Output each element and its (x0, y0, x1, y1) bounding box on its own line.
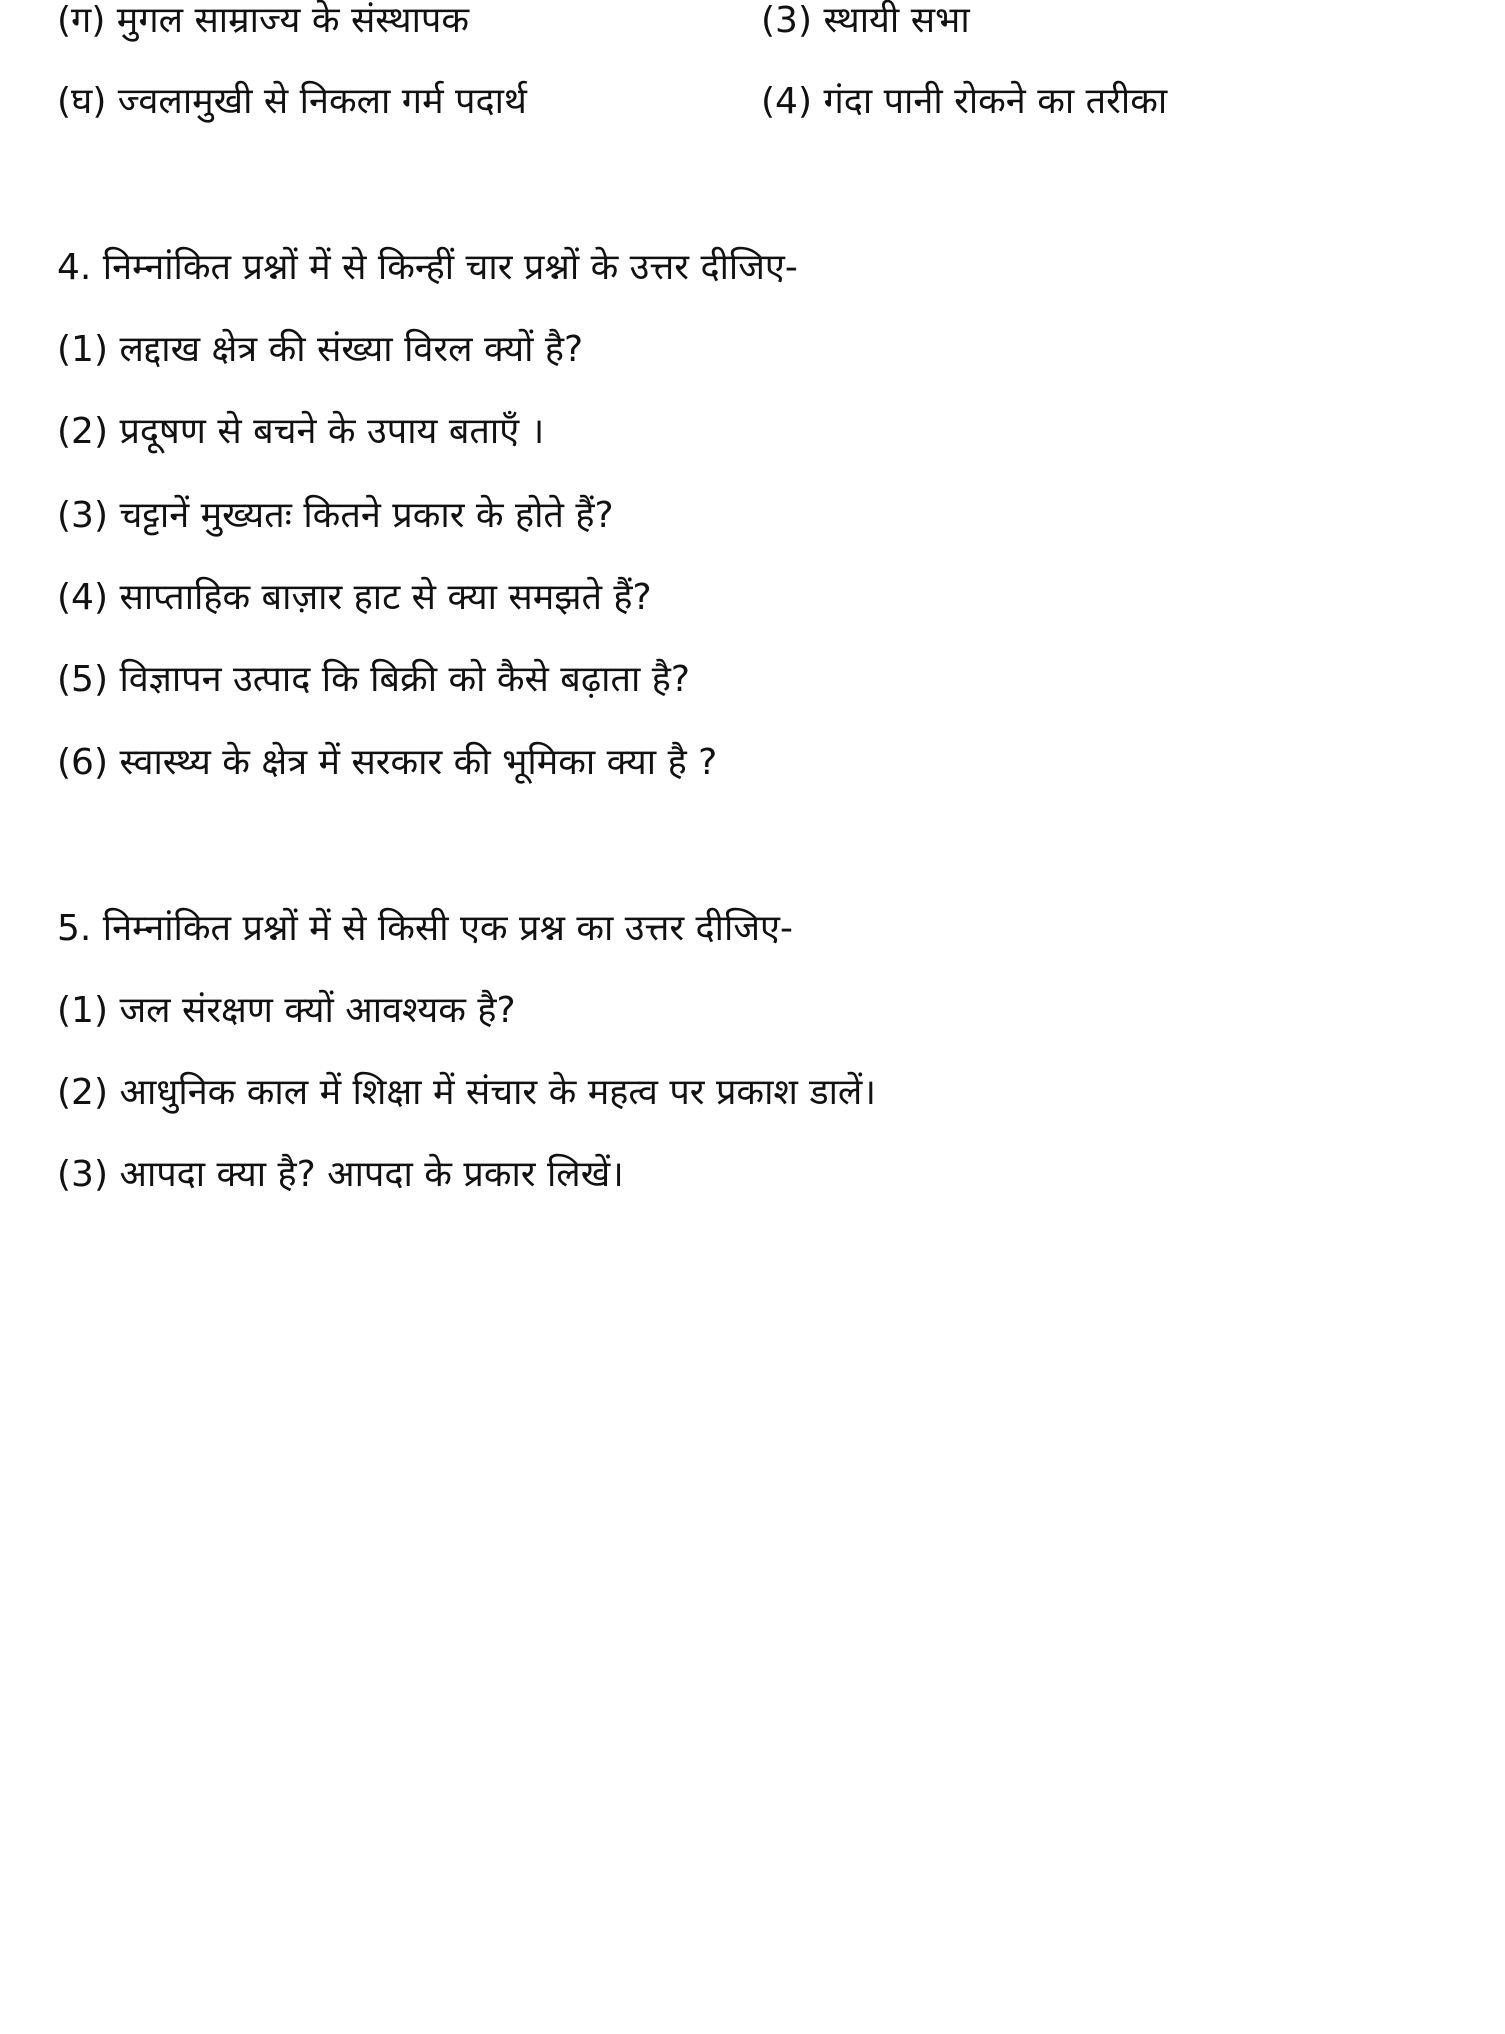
question-item: (3) चट्टानें मुख्यतः कितने प्रकार के होते हैं? (57, 495, 614, 536)
match-right-item: (4) गंदा पानी रोकने का तरीका (761, 81, 1168, 122)
match-left-item: (ग) मुगल साम्राज्य के संस्थापक (57, 0, 470, 41)
question-heading: 5. निम्नांकित प्रश्नों में से किसी एक प्रश्न का उत्तर दीजिए- (57, 908, 793, 949)
match-left-item: (घ) ज्वलामुखी से निकला गर्म पदार्थ (57, 81, 527, 122)
match-right-item: (3) स्थायी सभा (761, 0, 970, 41)
question-item: (2) प्रदूषण से बचने के उपाय बताएँ । (57, 411, 545, 452)
question-item: (5) विज्ञापन उत्पाद कि बिक्री को कैसे बढ़ाता है? (57, 659, 690, 700)
question-item: (4) साप्ताहिक बाज़ार हाट से क्या समझते हैं? (57, 577, 652, 618)
question-heading: 4. निम्नांकित प्रश्नों में से किन्हीं चार प्रश्नों के उत्तर दीजिए- (57, 247, 798, 288)
question-item: (3) आपदा क्या है? आपदा के प्रकार लिखें। (57, 1154, 624, 1195)
question-item: (1) लद्दाख क्षेत्र की संख्या विरल क्यों है? (57, 329, 584, 370)
question-item: (2) आधुनिक काल में शिक्षा में संचार के महत्व पर प्रकाश डालें। (57, 1072, 876, 1113)
question-item: (6) स्वास्थ्य के क्षेत्र में सरकार की भूमिका क्या है ? (57, 742, 718, 783)
question-item: (1) जल संरक्षण क्यों आवश्यक है? (57, 990, 516, 1031)
